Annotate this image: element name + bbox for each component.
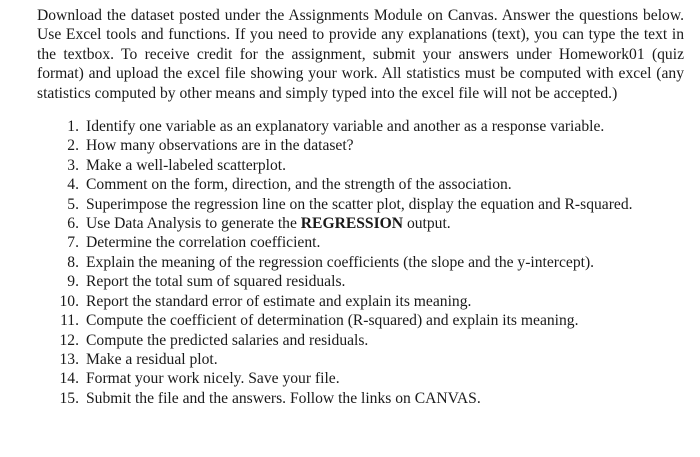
task-text: Report the total sum of squared residuals.	[86, 273, 346, 291]
task-number: 6.	[67, 215, 79, 233]
task-list	[37, 117, 684, 408]
task-item-9	[37, 272, 684, 291]
task-number: 2.	[67, 137, 79, 155]
task-item-14	[37, 369, 684, 388]
task-item-8	[37, 253, 684, 272]
task-number: 8.	[67, 253, 79, 271]
task-item-15	[37, 389, 684, 408]
task-text: Submit the file and the answers. Follow the links on CANVAS.	[86, 389, 481, 407]
task-item-2	[37, 136, 684, 155]
task-number: 13.	[59, 350, 79, 368]
task-number: 3.	[67, 156, 79, 174]
task-text: Format your work nicely. Save your file.	[86, 370, 340, 388]
task-text: Explain the meaning of the regression coefficients (the slope and the y-intercept).	[86, 253, 595, 271]
task-number: 1.	[67, 118, 79, 136]
task-text: Identify one variable as an explanatory variable and another as a response variable.	[86, 118, 605, 136]
task-item-12	[37, 331, 684, 350]
task-text: Comment on the form, direction, and the strength of the association.	[86, 176, 512, 194]
task-item-13	[37, 350, 684, 369]
task-text: Compute the coefficient of determination (R-squared) and explain its meaning.	[86, 312, 579, 330]
task-number: 10.	[59, 292, 79, 310]
task-number: 4.	[67, 176, 79, 194]
task-text-after: output.	[403, 215, 451, 233]
task-text: How many observations are in the dataset?	[86, 137, 354, 155]
task-item-7	[37, 233, 684, 252]
task-item-6	[37, 214, 684, 233]
task-item-11	[37, 311, 684, 330]
task-number: 15.	[59, 389, 79, 407]
task-item-5	[37, 195, 684, 214]
task-item-1	[37, 117, 684, 136]
task-number: 5.	[67, 195, 79, 213]
task-item-10	[37, 292, 684, 311]
task-text: Make a well-labeled scatterplot.	[86, 156, 287, 174]
task-text: Report the standard error of estimate and explain its meaning.	[86, 292, 472, 310]
task-number: 7.	[67, 234, 79, 252]
task-text: Superimpose the regression line on the scatter plot, display the equation and R-squared.	[86, 195, 633, 213]
task-text-before: Use Data Analysis to generate the	[86, 215, 301, 233]
task-item-4	[37, 175, 684, 194]
task-text: Determine the correlation coefficient.	[86, 234, 321, 252]
task-text	[86, 214, 451, 233]
task-number: 11.	[60, 312, 79, 330]
task-number: 12.	[59, 331, 79, 349]
task-text: Make a residual plot.	[86, 350, 218, 368]
task-item-3	[37, 156, 684, 175]
task-text: Compute the predicted salaries and residuals.	[86, 331, 369, 349]
task-number: 14.	[59, 370, 79, 388]
task-number: 9.	[67, 273, 79, 291]
intro-paragraph: Download the dataset posted under the Assignments Module on Canvas. Answer the questions below. Use Excel tools and functions. If you need to provide any explanations (text), you can type the text in the textbox. To receive credit for the assignment, submit your answers under Homework01 (quiz format) and upload the excel file showing your work. All statistics must be computed with excel (any statistics computed by other means and simply typed into the excel file will not be accepted.)	[37, 7, 684, 102]
task-text-bold: REGRESSION	[300, 215, 404, 233]
